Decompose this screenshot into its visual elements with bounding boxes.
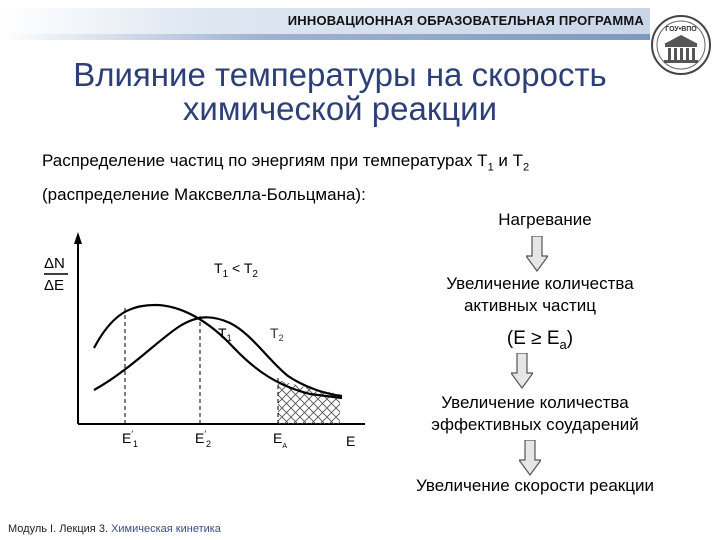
activation-condition xyxy=(470,328,610,356)
flow-step-active-particles xyxy=(420,273,660,317)
flow-step-reaction-rate: Увеличение скорости реакции xyxy=(416,476,654,495)
maxwell-boltzmann-chart xyxy=(30,228,375,468)
program-label: ИННОВАЦИОННАЯ ОБРАЗОВАТЕЛЬНАЯ ПРОГРАММА xyxy=(287,13,644,28)
intro-line-2: (распределение Максвелла-Больцмана): xyxy=(42,185,366,204)
condition-text: (E ≥ E xyxy=(506,328,560,349)
down-arrow-icon xyxy=(511,353,533,389)
flow-step-heating: Нагревание xyxy=(498,210,592,229)
tick-ea: $E_A$ xyxy=(273,430,288,450)
slide-title xyxy=(20,58,660,126)
step3-line1: Увеличение количества xyxy=(441,393,629,412)
footer-prefix: Модуль I. Лекция 3. xyxy=(8,523,112,535)
condition-sub: a xyxy=(559,336,567,352)
intro-and: и Т xyxy=(493,151,524,170)
step2-line2: активных частиц xyxy=(463,296,597,315)
step2-line1: Увеличение количества xyxy=(446,274,634,293)
footer xyxy=(8,523,221,535)
title-line-2: химической реакции xyxy=(182,90,498,127)
intro-sub-1: 1 xyxy=(487,161,494,174)
down-arrow-icon xyxy=(519,440,541,476)
intro-line-1 xyxy=(42,151,529,173)
header-stripe xyxy=(0,34,650,40)
y-label-den: ΔE xyxy=(44,277,65,294)
footer-topic: Химическая кинетика xyxy=(111,523,221,535)
relation-label: $T_1 < T_2$ xyxy=(214,260,258,280)
intro-sub-2: 2 xyxy=(523,161,530,174)
step3-line2: эффективных соударений xyxy=(431,415,639,434)
curve-t1-label: $T_1$ xyxy=(218,325,232,343)
logo-text: ГОУ•ВПО xyxy=(665,26,697,33)
tick-e1: $E'_1$ xyxy=(122,429,139,449)
title-line-1: Влияние температуры на скорость xyxy=(73,56,607,93)
flow-step-effective-collisions xyxy=(405,392,665,436)
condition-close: ) xyxy=(566,328,574,349)
down-arrow-icon xyxy=(526,236,548,272)
y-label-num: ΔN xyxy=(44,255,65,272)
y-axis-arrow xyxy=(74,232,82,244)
x-axis-label: E xyxy=(346,433,356,449)
intro-text: Распределение частиц по энергиям при температурах Т xyxy=(42,151,488,170)
curve-t2-label: $T_2$ xyxy=(270,325,284,343)
tick-e2: $E'_2$ xyxy=(195,429,212,449)
